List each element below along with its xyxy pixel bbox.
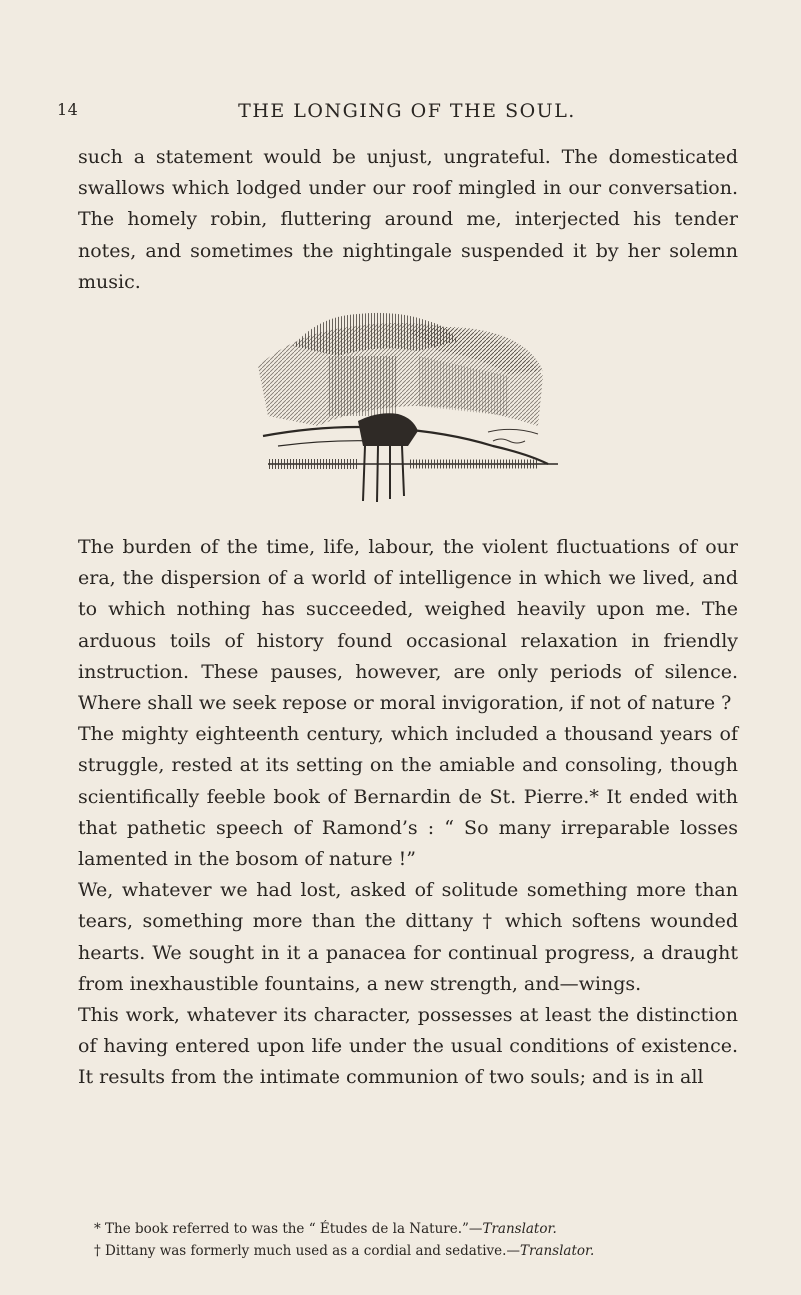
page-number: 14 bbox=[57, 100, 79, 119]
running-head bbox=[57, 100, 757, 130]
paragraph: This work, whatever its character, possesses at least the distinction of having entered upon life under the usual conditions of existence. It results from the intimate communion of two souls; and is in all bbox=[78, 1004, 738, 1089]
woodcut-vignette-illustration bbox=[238, 296, 558, 506]
footnote-credit: Translator. bbox=[482, 1221, 557, 1237]
page-title: THE LONGING OF THE SOUL. bbox=[238, 100, 576, 122]
paragraph: We, whatever we had lost, asked of solitude something more than tears, something more than the dittany † which softens wounded hearts. We sought in it a panacea for continual progress, a draught from inexhaustible fountains, a new strength, and—wings. bbox=[78, 879, 738, 995]
paragraph: The burden of the time, life, labour, the violent fluctuations of our era, the dispersion of a world of intelligence in which we lived, and to which nothing has succeeded, weighed heavily upon me. The arduous toils of history found occasional relaxation in friendly instruction. These pauses, however, are only periods of silence. Where shall we seek repose or moral invigoration, if not of nature ? bbox=[78, 536, 738, 715]
opening-paragraph-block bbox=[78, 142, 738, 298]
main-text-block bbox=[78, 532, 738, 1094]
footnote bbox=[78, 1240, 738, 1262]
footnote-text: † Dittany was formerly much used as a cordial and sedative.— bbox=[94, 1243, 520, 1259]
footnote-text: * The book referred to was the “ Études de la Nature.”— bbox=[94, 1221, 483, 1237]
footnotes bbox=[78, 1218, 738, 1262]
footnote bbox=[78, 1218, 738, 1240]
footnote-credit: Translator. bbox=[519, 1243, 595, 1259]
paragraph: The mighty eighteenth century, which included a thousand years of struggle, rested at its setting on the amiable and consoling, though scientifically feeble book of Bernardin de St. Pierre.* It ended with that pathetic speech of Ramond’s : “ So many irreparable losses lamented in the bosom of nature !” bbox=[78, 723, 738, 871]
paragraph: such a statement would be unjust, ungrateful. The domesticated swallows which lodged under our roof mingled in our conversation. The homely robin, fluttering around me, interjected his tender notes, and sometimes the nightingale suspended it by her solemn music. bbox=[78, 146, 738, 293]
